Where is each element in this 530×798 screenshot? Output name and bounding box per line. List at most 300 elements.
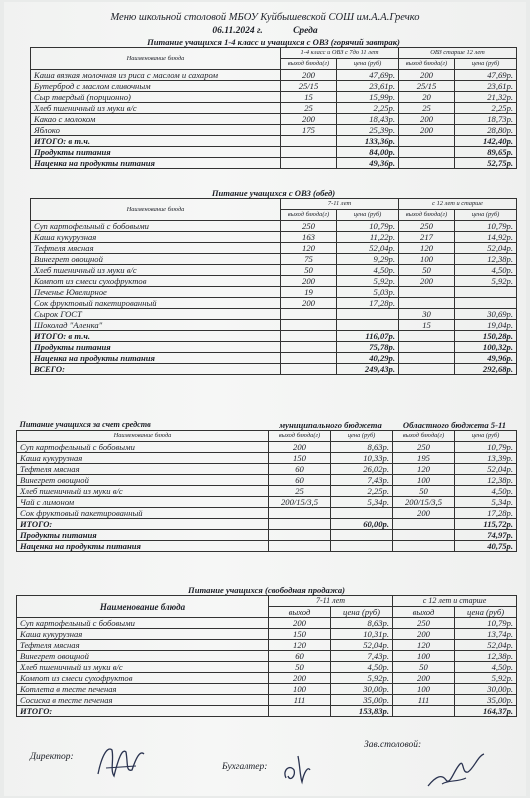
dish-name: Компот из смеси сухофруктов: [17, 673, 269, 684]
budget-row: [17, 508, 517, 519]
total-price: 150,28р.: [455, 331, 517, 342]
portion-weight: 100: [393, 651, 455, 662]
free-total-row: [17, 706, 517, 717]
empty-cell: [399, 364, 455, 375]
dish-price: 4,50р.: [331, 662, 393, 673]
dish-name: Сок фруктовый пакетированный: [17, 508, 269, 519]
portion-weight: 163: [281, 232, 337, 243]
dish-name: Винегрет овощной: [17, 475, 269, 486]
dish-name: Хлеб пшеничный из муки в/с: [17, 662, 269, 673]
dish-price: 17,28р.: [337, 298, 399, 309]
dish-name: Тефтеля мясная: [17, 640, 269, 651]
dish-price: [337, 309, 399, 320]
dish-price: 30,00р.: [331, 684, 393, 695]
dish-price: 15,99р.: [337, 92, 399, 103]
dish-name: Хлеб пшеничный из муки в/с: [17, 486, 269, 497]
budget-total-row: [17, 541, 517, 552]
empty-cell: [269, 541, 331, 552]
breakfast-total-row: [31, 147, 517, 158]
lunch-col-out2: выход блюда(г): [399, 210, 455, 221]
dish-name: Тефтеля мясная: [31, 243, 281, 254]
lunch-row: [31, 287, 517, 298]
dish-price: 4,50р.: [337, 265, 399, 276]
free-col-out1: выход: [269, 607, 331, 618]
portion-weight: 200: [393, 629, 455, 640]
free-group2: с 12 лет и старше: [393, 596, 517, 607]
breakfast-col-out1: выход блюда(г): [281, 59, 337, 70]
breakfast-group2: ОВЗ старше 12 лет: [399, 48, 517, 59]
empty-cell: [393, 530, 455, 541]
portion-weight: [281, 320, 337, 331]
budget-row: [17, 464, 517, 475]
dish-price: 30,00р.: [455, 684, 517, 695]
budget-row: [17, 453, 517, 464]
dish-price: 10,33р.: [331, 453, 393, 464]
total-label: Наценка на продукты питания: [31, 353, 281, 364]
lunch-group1: 7-11 лет: [281, 199, 399, 210]
dish-price: 10,79р.: [455, 442, 517, 453]
free-row: [17, 651, 517, 662]
portion-weight: 200: [281, 114, 337, 125]
dish-name: Каша кукурузная: [17, 453, 269, 464]
dish-price: 21,32р.: [455, 92, 517, 103]
dish-name: Каша кукурузная: [31, 232, 281, 243]
lunch-row: [31, 298, 517, 309]
free-row: [17, 695, 517, 706]
budget-col-out2: выход блюда(г): [393, 431, 455, 442]
breakfast-row: [31, 114, 517, 125]
breakfast-row: [31, 125, 517, 136]
breakfast-table: [30, 37, 517, 169]
portion-weight: 75: [281, 254, 337, 265]
dish-name: Тефтеля мясная: [17, 464, 269, 475]
budget-title-right: Областного бюджета 5-11: [402, 420, 507, 430]
total-label: Продукты питания: [31, 342, 281, 353]
free-col-price1: цена (руб): [331, 607, 393, 618]
free-col-out2: выход: [393, 607, 455, 618]
breakfast-row: [31, 92, 517, 103]
director-label: Директор:: [30, 752, 74, 762]
dish-price: [455, 287, 517, 298]
total-label: Продукты питания: [31, 147, 281, 158]
dish-name: Компот из смеси сухофруктов: [31, 276, 281, 287]
lunch-col-price1: цена (руб): [337, 210, 399, 221]
dish-price: 4,50р.: [455, 265, 517, 276]
portion-weight: 100: [393, 684, 455, 695]
budget-total-row: [17, 530, 517, 541]
empty-cell: [399, 353, 455, 364]
lunch-total-row: [31, 331, 517, 342]
portion-weight: 15: [399, 320, 455, 331]
dish-price: 17,28р.: [455, 508, 517, 519]
portion-weight: 25: [281, 103, 337, 114]
dish-name: Котлета в тесте печеная: [17, 684, 269, 695]
dish-price: 18,43р.: [337, 114, 399, 125]
portion-weight: 200: [399, 276, 455, 287]
budget-row: [17, 497, 517, 508]
total-price: 249,43р.: [337, 364, 399, 375]
portion-weight: 60: [269, 651, 331, 662]
portion-weight: [269, 508, 331, 519]
dish-name: Чай с лимоном: [17, 497, 269, 508]
portion-weight: 200: [281, 298, 337, 309]
portion-weight: 200/15/3,5: [269, 497, 331, 508]
dish-price: 5,34р.: [331, 497, 393, 508]
total-label: ИТОГО: в т.ч.: [31, 331, 281, 342]
dish-price: 4,50р.: [455, 662, 517, 673]
lunch-row: [31, 265, 517, 276]
portion-weight: 25: [269, 486, 331, 497]
dish-price: 52,04р.: [455, 640, 517, 651]
budget-total-row: [17, 519, 517, 530]
empty-cell: [269, 706, 331, 717]
dish-price: 47,69р.: [337, 70, 399, 81]
dish-price: [455, 298, 517, 309]
portion-weight: 50: [393, 662, 455, 673]
portion-weight: 50: [393, 486, 455, 497]
portion-weight: 150: [269, 453, 331, 464]
signature-row: [4, 740, 526, 796]
dish-price: 10,31р.: [331, 629, 393, 640]
dish-price: 11,22р.: [337, 232, 399, 243]
dish-price: 2,25р.: [455, 103, 517, 114]
empty-cell: [393, 519, 455, 530]
breakfast-total-row: [31, 136, 517, 147]
total-label: Наценка на продукты питания: [31, 158, 281, 169]
breakfast-row: [31, 81, 517, 92]
total-price: 116,07р.: [337, 331, 399, 342]
total-price: 74,97р.: [455, 530, 517, 541]
empty-cell: [393, 541, 455, 552]
total-price: 142,40р.: [455, 136, 517, 147]
empty-cell: [269, 530, 331, 541]
dish-price: 5,92р.: [337, 276, 399, 287]
portion-weight: 60: [269, 475, 331, 486]
portion-weight: 200: [399, 114, 455, 125]
total-label: Наценка на продукты питания: [17, 541, 269, 552]
portion-weight: 100: [393, 475, 455, 486]
total-price: [331, 530, 393, 541]
dish-name: Сыр твердый (порционно): [31, 92, 281, 103]
total-price: 40,75р.: [455, 541, 517, 552]
dish-name: Какао с молоком: [31, 114, 281, 125]
dish-name: Винегрет овощной: [31, 254, 281, 265]
portion-weight: 111: [393, 695, 455, 706]
empty-cell: [281, 353, 337, 364]
dish-price: 10,79р.: [455, 618, 517, 629]
budget-row: [17, 442, 517, 453]
lunch-row: [31, 254, 517, 265]
breakfast-col-name: Наименование блюда: [31, 48, 281, 70]
budget-table: [16, 420, 517, 552]
lunch-row: [31, 232, 517, 243]
dish-price: 5,92р.: [455, 276, 517, 287]
portion-weight: 200: [393, 673, 455, 684]
budget-col-price1: цена (руб): [331, 431, 393, 442]
dish-price: 12,38р.: [455, 475, 517, 486]
lunch-col-name: Наименование блюда: [31, 199, 281, 221]
empty-cell: [399, 147, 455, 158]
dish-price: 52,04р.: [455, 464, 517, 475]
portion-weight: 150: [269, 629, 331, 640]
free-group1: 7-11 лет: [269, 596, 393, 607]
portion-weight: 120: [399, 243, 455, 254]
free-col-price2: цена (руб): [455, 607, 517, 618]
total-price: 49,96р.: [455, 353, 517, 364]
dish-price: 7,43р.: [331, 475, 393, 486]
free-row: [17, 640, 517, 651]
portion-weight: 120: [269, 640, 331, 651]
dish-price: 10,79р.: [455, 221, 517, 232]
portion-weight: 217: [399, 232, 455, 243]
lunch-total-row: [31, 342, 517, 353]
breakfast-col-price1: цена (руб): [337, 59, 399, 70]
dish-price: 13,39р.: [455, 453, 517, 464]
total-price: 49,36р.: [337, 158, 399, 169]
dish-price: 5,03р.: [337, 287, 399, 298]
canteen-head-signature: [424, 750, 488, 794]
portion-weight: 200/15/3,5: [393, 497, 455, 508]
lunch-row: [31, 221, 517, 232]
dish-name: Бутерброд с маслом сливочным: [31, 81, 281, 92]
total-label: Продукты питания: [17, 530, 269, 541]
total-price: 60,00р.: [331, 519, 393, 530]
portion-weight: [399, 298, 455, 309]
free-total-price1: 153,83р.: [331, 706, 393, 717]
free-col-name: Наименование блюда: [17, 596, 269, 618]
dish-price: 8,63р.: [331, 442, 393, 453]
portion-weight: 15: [281, 92, 337, 103]
portion-weight: 25/15: [281, 81, 337, 92]
lunch-row: [31, 309, 517, 320]
lunch-group2: с 12 лет и старше: [399, 199, 517, 210]
dish-name: Суп картофельный с бобовыми: [17, 442, 269, 453]
dish-name: Каша кукурузная: [17, 629, 269, 640]
menu-weekday: Среда: [293, 26, 318, 36]
portion-weight: 100: [399, 254, 455, 265]
portion-weight: 50: [269, 662, 331, 673]
free-row: [17, 618, 517, 629]
accountant-label: Бухгалтер:: [222, 762, 268, 772]
lunch-row: [31, 276, 517, 287]
portion-weight: 200: [281, 70, 337, 81]
dish-price: 4,50р.: [455, 486, 517, 497]
dish-price: 52,04р.: [455, 243, 517, 254]
empty-cell: [281, 136, 337, 147]
lunch-title: Питание учащихся с ОВЗ (обед): [211, 188, 336, 198]
dish-price: 47,69р.: [455, 70, 517, 81]
total-label: ИТОГО:: [17, 519, 269, 530]
total-price: 75,78р.: [337, 342, 399, 353]
empty-cell: [281, 158, 337, 169]
dish-name: Хлеб пшеничный из муки в/с: [31, 103, 281, 114]
portion-weight: 195: [393, 453, 455, 464]
dish-name: Хлеб пшеничный из муки в/с: [31, 265, 281, 276]
dish-price: 12,38р.: [455, 651, 517, 662]
total-price: 115,72р.: [455, 519, 517, 530]
portion-weight: 250: [281, 221, 337, 232]
dish-name: Сырок ГОСТ: [31, 309, 281, 320]
empty-cell: [281, 331, 337, 342]
total-price: 292,68р.: [455, 364, 517, 375]
accountant-signature: [276, 748, 316, 788]
total-price: 52,75р.: [455, 158, 517, 169]
lunch-row: [31, 243, 517, 254]
breakfast-total-row: [31, 158, 517, 169]
free-row: [17, 673, 517, 684]
portion-weight: 20: [399, 92, 455, 103]
canteen-head-label: Зав.столовой:: [364, 740, 422, 750]
total-label: ИТОГО: в т.ч.: [31, 136, 281, 147]
dish-name: Каша вязкая молочная из риса с маслом и сахаром: [31, 70, 281, 81]
portion-weight: 120: [393, 640, 455, 651]
portion-weight: [281, 309, 337, 320]
portion-weight: 25/15: [399, 81, 455, 92]
lunch-total-row: [31, 364, 517, 375]
total-price: 133,36р.: [337, 136, 399, 147]
dish-price: 23,61р.: [455, 81, 517, 92]
free-row: [17, 629, 517, 640]
dish-price: 12,38р.: [455, 254, 517, 265]
total-price: 84,00р.: [337, 147, 399, 158]
portion-weight: 120: [281, 243, 337, 254]
empty-cell: [281, 364, 337, 375]
dish-name: Сосиска в тесте печеная: [17, 695, 269, 706]
dish-name: Сок фруктовый пакетированный: [31, 298, 281, 309]
total-price: [331, 541, 393, 552]
free-total-price2: 164,37р.: [455, 706, 517, 717]
dish-price: 7,43р.: [331, 651, 393, 662]
lunch-col-out1: выход блюда(г): [281, 210, 337, 221]
free-sale-title: Питание учащихся (свободная продажа): [188, 585, 346, 595]
portion-weight: 50: [399, 265, 455, 276]
dish-price: 52,04р.: [337, 243, 399, 254]
lunch-table: [30, 188, 517, 375]
lunch-total-row: [31, 353, 517, 364]
director-signature: [92, 740, 150, 784]
dish-price: 25,39р.: [337, 125, 399, 136]
breakfast-col-price2: цена (руб): [455, 59, 517, 70]
free-row: [17, 662, 517, 673]
dish-price: 13,74р.: [455, 629, 517, 640]
budget-row: [17, 475, 517, 486]
portion-weight: 200: [269, 618, 331, 629]
budget-col-out1: выход блюда(г): [269, 431, 331, 442]
free-total-label: ИТОГО:: [17, 706, 269, 717]
total-label: ВСЕГО:: [31, 364, 281, 375]
dish-price: 5,92р.: [455, 673, 517, 684]
portion-weight: 120: [393, 464, 455, 475]
portion-weight: 111: [269, 695, 331, 706]
dish-name: Суп картофельный с бобовыми: [31, 221, 281, 232]
dish-price: 5,34р.: [455, 497, 517, 508]
menu-title: Меню школьной столовой МБОУ Куйбышевской СОШ им.А.А.Гречко: [110, 12, 420, 23]
dish-price: 35,00р.: [331, 695, 393, 706]
portion-weight: 200: [281, 276, 337, 287]
empty-cell: [399, 342, 455, 353]
dish-price: 2,25р.: [337, 103, 399, 114]
portion-weight: 25: [399, 103, 455, 114]
dish-price: 10,79р.: [337, 221, 399, 232]
portion-weight: 250: [393, 618, 455, 629]
dish-name: Суп картофельный с бобовыми: [17, 618, 269, 629]
dish-price: [337, 320, 399, 331]
total-price: 40,29р.: [337, 353, 399, 364]
budget-col-price2: цена (руб): [455, 431, 517, 442]
dish-name: Винегрет овощной: [17, 651, 269, 662]
dish-name: Яблоко: [31, 125, 281, 136]
portion-weight: 50: [281, 265, 337, 276]
menu-date: 06.11.2024 г.: [212, 26, 263, 36]
budget-title-mid: муниципального бюджета: [279, 420, 382, 430]
budget-row: [17, 486, 517, 497]
menu-sheet: [4, 2, 526, 796]
dish-name: Печенье Ювелирное: [31, 287, 281, 298]
dish-price: 35,00р.: [455, 695, 517, 706]
portion-weight: 250: [399, 221, 455, 232]
dish-price: 28,80р.: [455, 125, 517, 136]
dish-price: 19,04р.: [455, 320, 517, 331]
portion-weight: 200: [269, 673, 331, 684]
budget-col-name: Наименование блюда: [17, 431, 269, 442]
portion-weight: 200: [399, 70, 455, 81]
portion-weight: 200: [393, 508, 455, 519]
dish-price: 52,04р.: [331, 640, 393, 651]
empty-cell: [281, 342, 337, 353]
dish-price: 30,69р.: [455, 309, 517, 320]
breakfast-group1: 1-4 класс и ОВЗ с 7до 11 лет: [281, 48, 399, 59]
dish-price: 2,25р.: [331, 486, 393, 497]
portion-weight: [399, 287, 455, 298]
empty-cell: [393, 706, 455, 717]
dish-price: 23,61р.: [337, 81, 399, 92]
dish-price: [331, 508, 393, 519]
portion-weight: 200: [399, 125, 455, 136]
portion-weight: 250: [393, 442, 455, 453]
empty-cell: [399, 158, 455, 169]
total-price: 100,32р.: [455, 342, 517, 353]
portion-weight: 175: [281, 125, 337, 136]
dish-price: 18,73р.: [455, 114, 517, 125]
dish-price: 5,92р.: [331, 673, 393, 684]
free-row: [17, 684, 517, 695]
lunch-col-price2: цена (руб): [455, 210, 517, 221]
dish-price: 14,92р.: [455, 232, 517, 243]
portion-weight: 30: [399, 309, 455, 320]
breakfast-col-out2: выход блюда(г): [399, 59, 455, 70]
breakfast-title: Питание учащихся 1-4 класс и учащихся с ОВЗ (горячий завтрак): [147, 37, 400, 47]
empty-cell: [399, 136, 455, 147]
dish-name: Шоколад "Аленка": [31, 320, 281, 331]
dish-price: 8,63р.: [331, 618, 393, 629]
portion-weight: 19: [281, 287, 337, 298]
breakfast-row: [31, 103, 517, 114]
free-sale-table: [16, 585, 517, 717]
dish-price: 9,29р.: [337, 254, 399, 265]
portion-weight: 100: [269, 684, 331, 695]
dish-price: 26,02р.: [331, 464, 393, 475]
total-price: 89,65р.: [455, 147, 517, 158]
menu-date-line: [4, 26, 526, 36]
portion-weight: 200: [269, 442, 331, 453]
empty-cell: [281, 147, 337, 158]
lunch-row: [31, 320, 517, 331]
empty-cell: [269, 519, 331, 530]
budget-title-left: Питание учащихся за счет средств: [19, 420, 151, 429]
empty-cell: [399, 331, 455, 342]
breakfast-row: [31, 70, 517, 81]
portion-weight: 60: [269, 464, 331, 475]
